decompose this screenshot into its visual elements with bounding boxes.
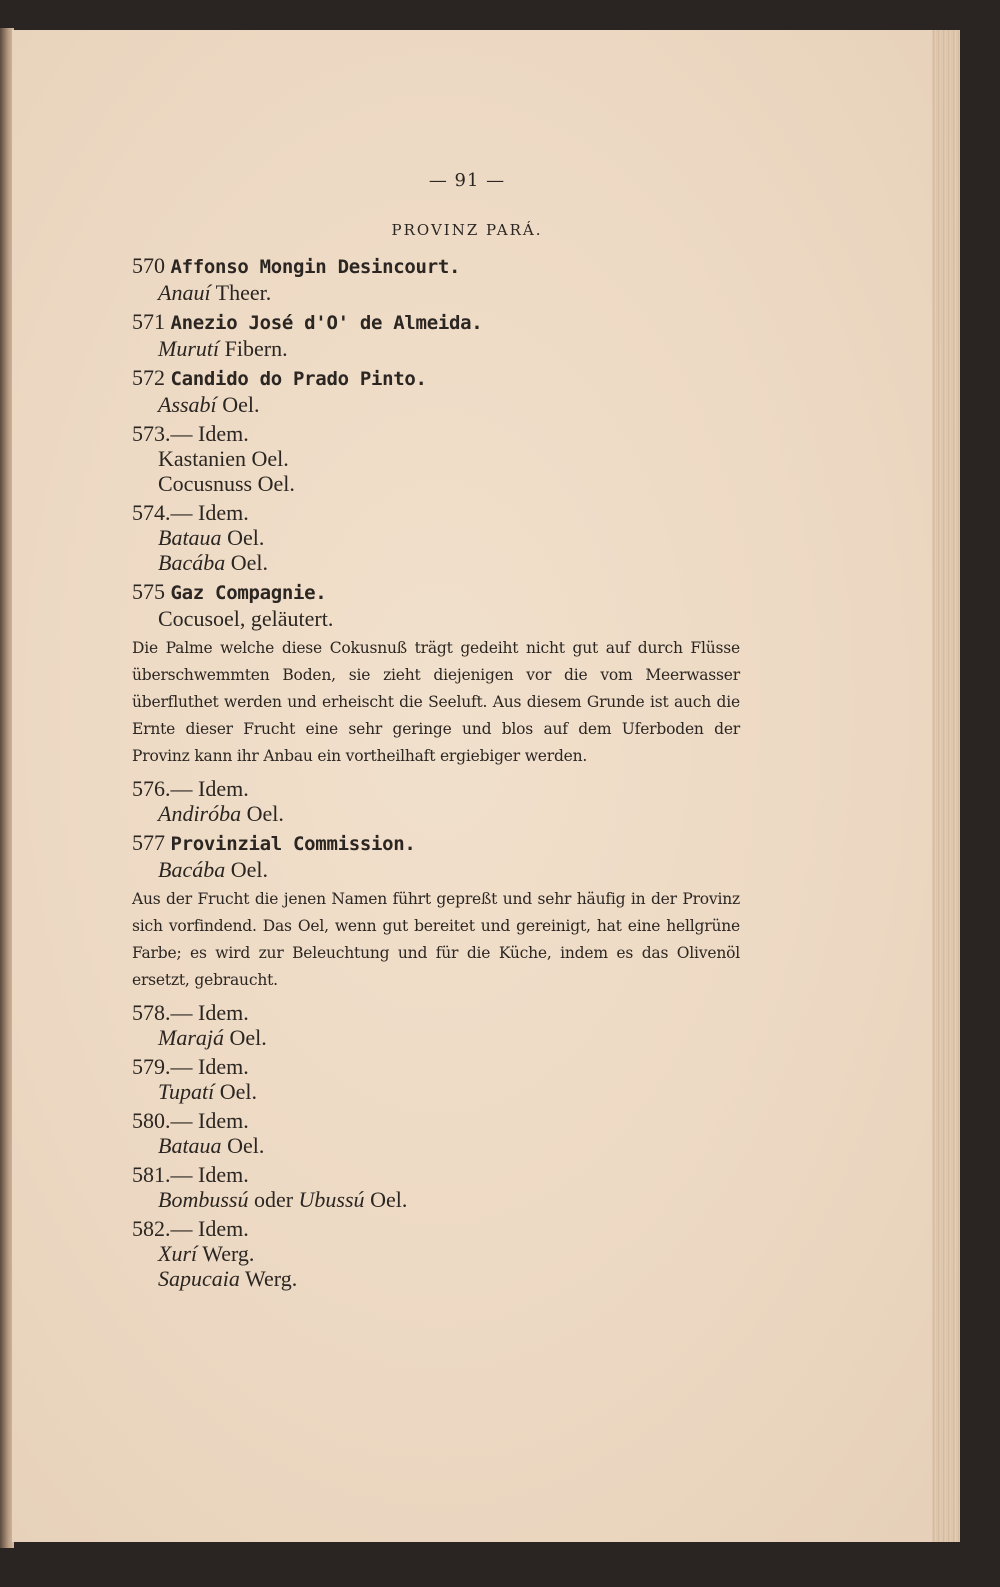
entry-number: 582.— — [132, 1216, 193, 1241]
catalog-entry — [132, 1054, 772, 1104]
catalog-entry — [132, 579, 772, 631]
entry-number: 578.— — [132, 1000, 193, 1025]
catalog-entry — [132, 1108, 772, 1158]
exhibitor-name: Idem. — [198, 1162, 249, 1187]
exhibitor-name: Candido do Prado Pinto. — [170, 368, 427, 390]
catalog-entry — [132, 1162, 772, 1212]
section-heading: PROVINZ PARÁ. — [391, 221, 543, 239]
page-number: — 91 — — [428, 170, 506, 191]
exhibitor-name: Provinzial Commission. — [170, 833, 416, 855]
product-line: Tupatí Oel. — [158, 1079, 258, 1104]
product-line: Xurí Werg. — [158, 1241, 255, 1266]
entry-number: 571 — [132, 309, 165, 334]
catalog-entry — [132, 309, 772, 361]
product-line: Kastanien Oel. — [158, 446, 289, 471]
catalog-entry — [132, 421, 772, 496]
entry-number: 577 — [132, 830, 165, 855]
entry-number: 576.— — [132, 776, 193, 801]
product-line: Sapucaia Werg. — [158, 1266, 298, 1291]
catalog-entry — [132, 253, 772, 305]
product-line: Cocusoel, geläutert. — [158, 606, 334, 631]
product-line: Bacába Oel. — [158, 857, 268, 882]
exhibitor-name: Idem. — [198, 1054, 249, 1079]
entry-number: 570 — [132, 253, 165, 278]
entry-number: 573.— — [132, 421, 193, 446]
product-line: Bacába Oel. — [158, 550, 268, 575]
product-line: Bataua Oel. — [158, 1133, 265, 1158]
catalog-entry — [132, 365, 772, 417]
page-content — [132, 170, 772, 1295]
catalog-entry — [132, 776, 772, 826]
product-line: Murutí Fibern. — [158, 336, 288, 361]
product-line: Marajá Oel. — [158, 1025, 267, 1050]
entry-number: 574.— — [132, 500, 193, 525]
product-line: Bombussú oder Ubussú Oel. — [158, 1187, 408, 1212]
exhibitor-name: Idem. — [198, 1000, 249, 1025]
exhibitor-name: Idem. — [198, 500, 249, 525]
entry-number: 572 — [132, 365, 165, 390]
exhibitor-name: Gaz Compagnie. — [170, 582, 327, 604]
descriptive-note: Aus der Frucht die jenen Namen führt gepreßt und sehr häufig in der Provinz sich vorfindend. Das Oel, wenn gut bereitet und gereinigt, hat eine hellgrüne Farbe; es wird zur Beleuchtung und für die Küche, indem es das Olivenöl ersetzt, gebraucht. — [132, 890, 740, 989]
catalog-entry — [132, 830, 772, 882]
entry-number: 579.— — [132, 1054, 193, 1079]
entry-number: 580.— — [132, 1108, 193, 1133]
catalog-entry — [132, 1216, 772, 1291]
exhibitor-name: Idem. — [198, 1216, 249, 1241]
product-line: Bataua Oel. — [158, 525, 265, 550]
entry-number: 581.— — [132, 1162, 193, 1187]
product-line: Anauí Theer. — [158, 280, 272, 305]
descriptive-note: Die Palme welche diese Cokusnuß trägt gedeiht nicht gut auf durch Flüsse überschwemmten Boden, sie zieht diejenigen vor die vom Meerwasser überfluthet werden und erheischt die Seeluft. Aus diesem Grunde ist auch die Ernte dieser Frucht eine sehr geringe und blos auf dem Uferboden der Provinz kann ihr Anbau ein vortheilhaft ergiebiger werden. — [132, 639, 740, 765]
catalog-entry — [132, 500, 772, 575]
exhibitor-name: Idem. — [198, 776, 249, 801]
exhibitor-name: Anezio José d'O' de Almeida. — [170, 312, 483, 334]
entry-number: 575 — [132, 579, 165, 604]
product-line: Assabí Oel. — [158, 392, 260, 417]
page-edges — [932, 30, 960, 1542]
product-line: Andiróba Oel. — [158, 801, 284, 826]
book-page — [12, 30, 960, 1542]
exhibitor-name: Idem. — [198, 1108, 249, 1133]
exhibitor-name: Idem. — [198, 421, 249, 446]
exhibitor-name: Affonso Mongin Desincourt. — [170, 256, 461, 278]
catalog-entry — [132, 1000, 772, 1050]
product-line: Cocusnuss Oel. — [158, 471, 295, 496]
